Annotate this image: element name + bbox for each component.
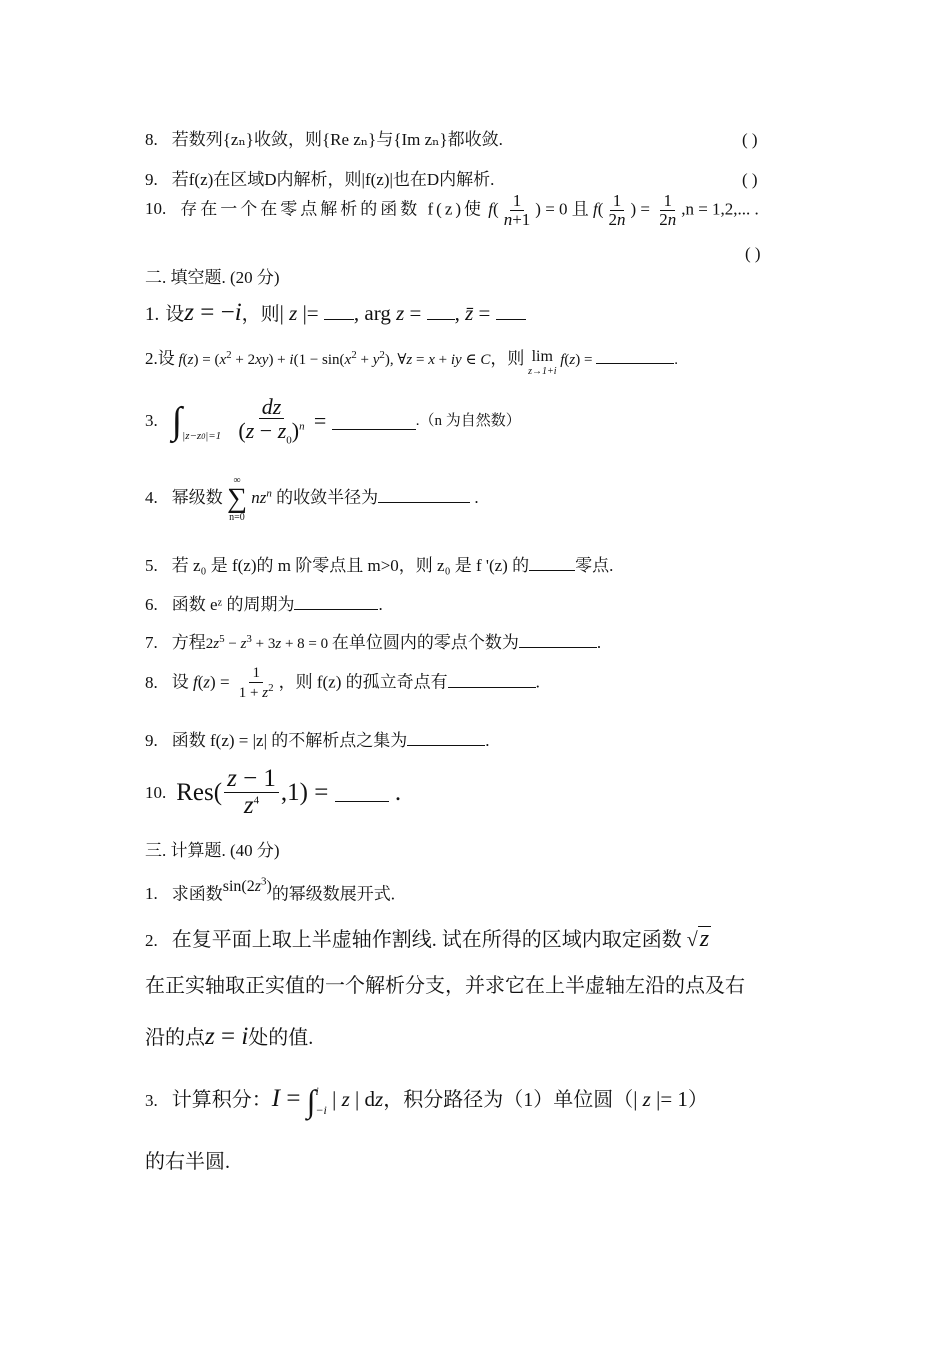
item-text: 且 [571, 199, 589, 219]
fraction: $\frac{1}{1 + z^2}$ [238, 665, 274, 701]
fill-question-9: 9. 函数 f(z) = |z| 的不解析点之集为 . [145, 728, 489, 751]
calc-question-3: 3. 计算积分：I = ∫ i −i | z | dz，积分路径为（1）单位圆（| z |= 1） [145, 1083, 708, 1120]
calc-question-2-line3: 沿的点z = i处的值. [145, 1023, 314, 1050]
fill-question-6: 6. 函数 eᶻ 的周期为 . [145, 592, 383, 615]
fill-question-1: 1. 设z = −i，则| z |= , arg z = , z̄ = [145, 298, 526, 328]
item-text: 若f(z)在区域D内解析，则|f(z)|也在D内解析. [171, 170, 495, 189]
judge-item-9 [145, 170, 494, 190]
answer-parens: ( ) [742, 170, 758, 189]
fraction: $\frac{1}{2n}$ [608, 191, 626, 229]
calc-question-2: 2. 在复平面上取上半虚轴作割线. 试在所得的区域内取定函数 √z [145, 926, 710, 952]
answer-parens: ( ) [745, 244, 761, 263]
answer-parens: ( ) [742, 130, 758, 149]
item-text: ,n = 1,2,... . [681, 199, 759, 219]
fill-question-5: 5. 若 z₀ 是 f(z)的 m 阶零点且 m>0，则 z₀ 是 f '(z) 的 零点. [145, 553, 613, 576]
fraction: $\frac{z - 1}{z^4}$ [224, 766, 279, 820]
calc-question-3-line2: 的右半圆. [145, 1151, 230, 1173]
fill-question-2: 2.设 $f(z) = (x^2 + 2xy) + i(1 - \sin(x^2 + y^2)$, ∀z = x + iy ∈ C，则 lim z→1+i f(z) = . [145, 348, 678, 377]
section-heading-calc: 三. 计算题. (40 分) [145, 841, 280, 860]
item-text: 存在一个在零点解析的函数 f(z)使 [180, 199, 485, 219]
calc-question-2-line2: 在正实轴取正实值的一个解析分支，并求它在上半虚轴左沿的点及右 [145, 975, 745, 997]
fill-question-8: 8. 设 f(z) = $\frac{1}{1 + z^2}$ ，则 f(z) 的孤立奇点有 . [145, 665, 540, 701]
item-text: 若数列{zₙ}收敛，则{Re zₙ}与{Im zₙ}都收敛. [171, 130, 503, 149]
fill-question-4: 4. 幂级数 ∞ ∑ n=0 $nz^n$ 的收敛半径为 . [145, 475, 479, 523]
fraction: $\frac{1}{2n}$ [659, 191, 677, 229]
fraction: $\frac{dz}{(z - z_0)^n}$ [238, 394, 305, 447]
judge-item-8 [145, 130, 503, 150]
fraction: $\frac{1}{n+1}$ [503, 191, 531, 229]
item-number: 8. [145, 130, 158, 149]
item-number: 9. [145, 170, 158, 189]
calc-question-1: 1. 求函数$\sin(2z^3)$的幂级数展开式. [145, 876, 396, 904]
item-number: 10. [145, 199, 167, 219]
fill-question-7: 7. 方程$2z^5 - z^3 + 3z + 8 = 0$ 在单位圆内的零点个数为 . [145, 630, 601, 653]
judge-item-10: 10. 存在一个在零点解析的函数 f(z)使 f( $\frac{1}{n+1}$ ) = 0 且 f( $\frac{1}{2n}$ ) = $\frac{1}{2n}$ ,n = 1,2,... . [145, 191, 759, 229]
section-heading-fill: 二. 填空题. (20 分) [145, 268, 280, 287]
fill-question-10: 10. Res( $\frac{z - 1}{z^4}$ ,1) = . [145, 765, 402, 820]
fill-question-3: 3. $\int_{|z-z0|=1}$ $\frac{dz}{(z - z_0)^n}$ = .（n 为自然数） [145, 394, 521, 447]
